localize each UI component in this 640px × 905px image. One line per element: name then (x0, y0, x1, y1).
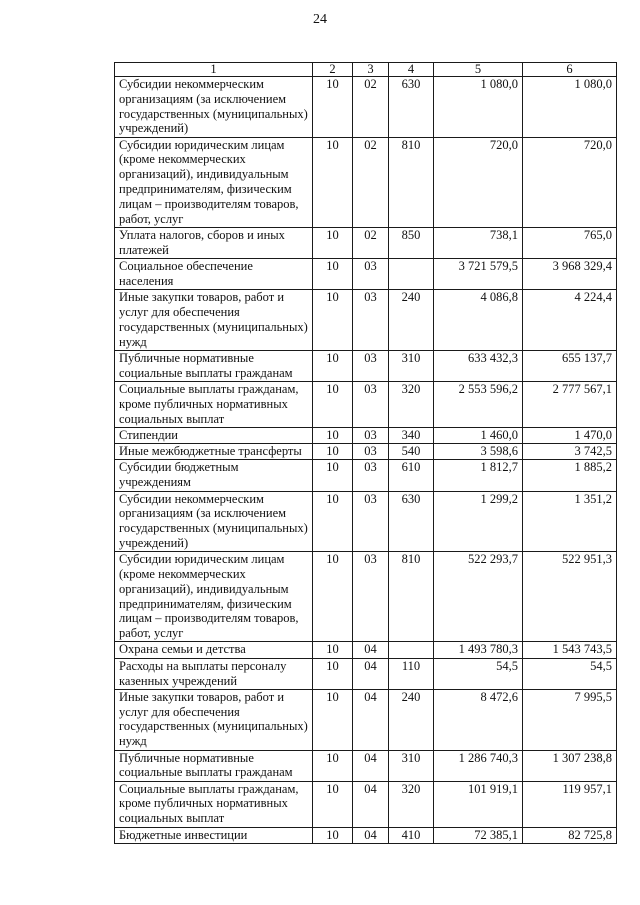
row-name: Субсидии юридическим лицам (кроме некоммерческих организаций), индивидуальным предпринимателям, физическим лицам – производителям товаров, работ, услуг (115, 552, 313, 642)
row-col-6: 1 080,0 (523, 77, 617, 138)
page-number: 24 (313, 12, 327, 27)
row-col-3: 04 (353, 827, 389, 843)
row-col-5: 3 721 579,5 (434, 259, 523, 290)
table-row (115, 137, 617, 227)
row-col-4 (389, 642, 434, 658)
row-name: Уплата налогов, сборов и иных платежей (115, 227, 313, 258)
row-col-2: 10 (313, 642, 353, 658)
row-col-2: 10 (313, 290, 353, 351)
row-col-5: 738,1 (434, 227, 523, 258)
row-col-6: 655 137,7 (523, 350, 617, 381)
row-col-3: 03 (353, 259, 389, 290)
row-col-6: 1 470,0 (523, 427, 617, 443)
row-col-2: 10 (313, 444, 353, 460)
row-col-5: 522 293,7 (434, 552, 523, 642)
row-col-3: 02 (353, 227, 389, 258)
row-col-5: 54,5 (434, 658, 523, 689)
row-name: Стипендии (115, 427, 313, 443)
row-col-4: 540 (389, 444, 434, 460)
row-name: Социальные выплаты гражданам, кроме публичных нормативных социальных выплат (115, 781, 313, 827)
row-col-4: 320 (389, 781, 434, 827)
row-col-4: 340 (389, 427, 434, 443)
row-col-4: 610 (389, 460, 434, 491)
row-col-5: 720,0 (434, 137, 523, 227)
row-col-2: 10 (313, 137, 353, 227)
row-col-2: 10 (313, 750, 353, 781)
row-col-4: 810 (389, 137, 434, 227)
table-row (115, 290, 617, 351)
row-name: Расходы на выплаты персоналу казенных учреждений (115, 658, 313, 689)
row-col-5: 3 598,6 (434, 444, 523, 460)
row-name: Социальные выплаты гражданам, кроме публичных нормативных социальных выплат (115, 381, 313, 427)
table-row (115, 781, 617, 827)
row-col-5: 633 432,3 (434, 350, 523, 381)
table-row (115, 444, 617, 460)
row-col-2: 10 (313, 552, 353, 642)
row-name: Иные закупки товаров, работ и услуг для обеспечения государственных (муниципальных) нужд (115, 290, 313, 351)
row-col-5: 101 919,1 (434, 781, 523, 827)
table-row (115, 427, 617, 443)
row-col-2: 10 (313, 491, 353, 552)
row-col-3: 04 (353, 781, 389, 827)
table-row (115, 491, 617, 552)
row-col-6: 3 968 329,4 (523, 259, 617, 290)
row-col-3: 04 (353, 750, 389, 781)
table-row (115, 642, 617, 658)
row-col-6: 1 351,2 (523, 491, 617, 552)
column-header-6: 6 (523, 63, 617, 77)
table-row (115, 259, 617, 290)
row-col-5: 2 553 596,2 (434, 381, 523, 427)
row-col-6: 720,0 (523, 137, 617, 227)
row-col-4: 310 (389, 750, 434, 781)
row-col-3: 04 (353, 689, 389, 750)
row-col-4: 850 (389, 227, 434, 258)
row-name: Субсидии бюджетным учреждениям (115, 460, 313, 491)
table-body (115, 77, 617, 844)
row-col-4 (389, 259, 434, 290)
row-col-5: 4 086,8 (434, 290, 523, 351)
row-col-4: 810 (389, 552, 434, 642)
row-col-6: 54,5 (523, 658, 617, 689)
row-col-6: 1 885,2 (523, 460, 617, 491)
row-col-6: 2 777 567,1 (523, 381, 617, 427)
row-col-6: 119 957,1 (523, 781, 617, 827)
row-col-6: 3 742,5 (523, 444, 617, 460)
row-name: Иные межбюджетные трансферты (115, 444, 313, 460)
row-name: Публичные нормативные социальные выплаты гражданам (115, 750, 313, 781)
row-col-5: 1 493 780,3 (434, 642, 523, 658)
row-name: Иные закупки товаров, работ и услуг для обеспечения государственных (муниципальных) нужд (115, 689, 313, 750)
table-row (115, 381, 617, 427)
table-row (115, 750, 617, 781)
row-col-2: 10 (313, 259, 353, 290)
row-col-2: 10 (313, 77, 353, 138)
row-col-6: 1 543 743,5 (523, 642, 617, 658)
row-name: Субсидии юридическим лицам (кроме некоммерческих организаций), индивидуальным предпринимателям, физическим лицам – производителям товаров, работ, услуг (115, 137, 313, 227)
row-name: Охрана семьи и детства (115, 642, 313, 658)
row-col-6: 522 951,3 (523, 552, 617, 642)
table-row (115, 227, 617, 258)
row-col-3: 03 (353, 381, 389, 427)
row-col-5: 1 286 740,3 (434, 750, 523, 781)
row-col-3: 03 (353, 350, 389, 381)
row-col-3: 03 (353, 427, 389, 443)
column-header-4: 4 (389, 63, 434, 77)
row-col-4: 630 (389, 491, 434, 552)
row-col-2: 10 (313, 658, 353, 689)
row-col-3: 03 (353, 290, 389, 351)
row-col-4: 630 (389, 77, 434, 138)
row-col-6: 82 725,8 (523, 827, 617, 843)
column-header-5: 5 (434, 63, 523, 77)
column-header-3: 3 (353, 63, 389, 77)
header-row (115, 63, 617, 77)
row-name: Социальное обеспечение населения (115, 259, 313, 290)
row-col-4: 240 (389, 689, 434, 750)
row-col-5: 8 472,6 (434, 689, 523, 750)
row-col-2: 10 (313, 781, 353, 827)
table-row (115, 827, 617, 843)
row-col-4: 240 (389, 290, 434, 351)
row-col-6: 765,0 (523, 227, 617, 258)
row-col-3: 02 (353, 137, 389, 227)
row-col-2: 10 (313, 427, 353, 443)
row-col-3: 03 (353, 444, 389, 460)
row-col-4: 310 (389, 350, 434, 381)
table-row (115, 460, 617, 491)
column-header-1: 1 (115, 63, 313, 77)
row-col-6: 4 224,4 (523, 290, 617, 351)
row-col-3: 03 (353, 552, 389, 642)
table-row (115, 689, 617, 750)
row-col-6: 1 307 238,8 (523, 750, 617, 781)
row-col-4: 110 (389, 658, 434, 689)
row-col-3: 03 (353, 491, 389, 552)
row-col-2: 10 (313, 350, 353, 381)
row-col-3: 03 (353, 460, 389, 491)
column-header-2: 2 (313, 63, 353, 77)
row-col-2: 10 (313, 381, 353, 427)
row-col-6: 7 995,5 (523, 689, 617, 750)
row-name: Субсидии некоммерческим организациям (за исключением государственных (муниципальных) учреждений) (115, 77, 313, 138)
row-col-5: 1 460,0 (434, 427, 523, 443)
table-row (115, 552, 617, 642)
row-col-2: 10 (313, 827, 353, 843)
table-row (115, 350, 617, 381)
row-col-5: 1 812,7 (434, 460, 523, 491)
row-name: Публичные нормативные социальные выплаты гражданам (115, 350, 313, 381)
row-col-5: 1 080,0 (434, 77, 523, 138)
row-col-4: 320 (389, 381, 434, 427)
row-col-3: 02 (353, 77, 389, 138)
row-col-2: 10 (313, 227, 353, 258)
row-col-5: 72 385,1 (434, 827, 523, 843)
table-row (115, 658, 617, 689)
row-col-4: 410 (389, 827, 434, 843)
row-col-3: 04 (353, 642, 389, 658)
row-col-5: 1 299,2 (434, 491, 523, 552)
row-col-3: 04 (353, 658, 389, 689)
row-name: Субсидии некоммерческим организациям (за исключением государственных (муниципальных) учреждений) (115, 491, 313, 552)
row-col-2: 10 (313, 689, 353, 750)
budget-table (114, 62, 617, 844)
row-name: Бюджетные инвестиции (115, 827, 313, 843)
row-col-2: 10 (313, 460, 353, 491)
table-row (115, 77, 617, 138)
